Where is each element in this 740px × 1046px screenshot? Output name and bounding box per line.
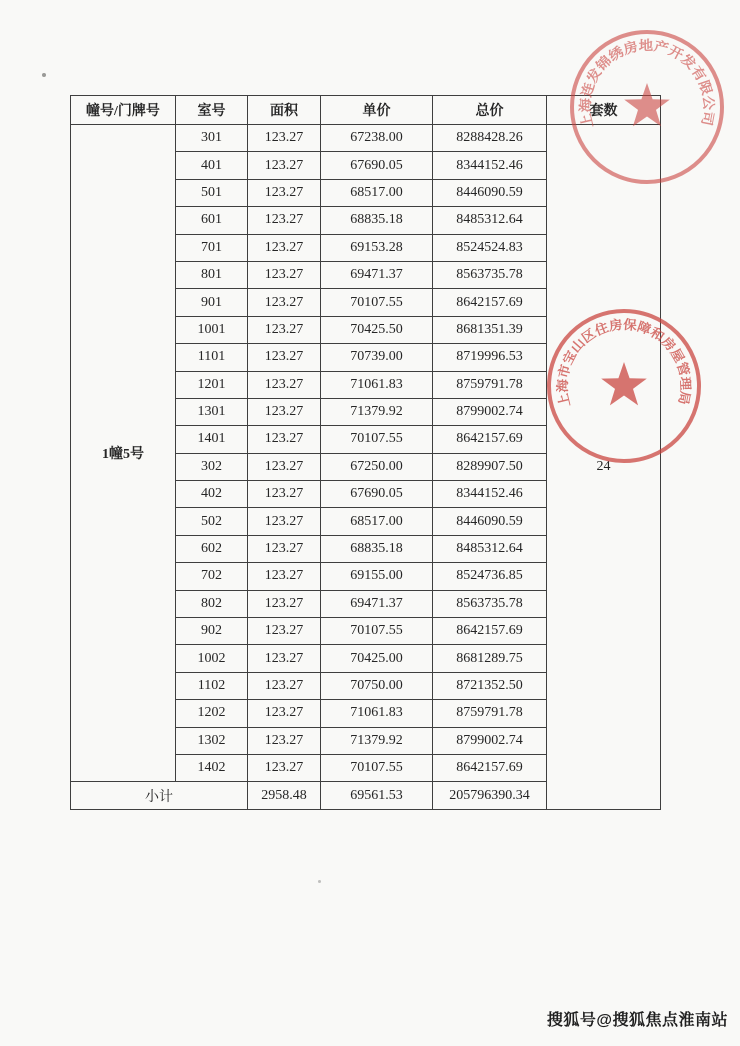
unit-price-cell: 67250.00 <box>321 453 433 480</box>
area-cell: 123.27 <box>248 590 321 617</box>
unit-price-cell: 68517.00 <box>321 508 433 535</box>
area-cell: 123.27 <box>248 700 321 727</box>
unit-price-cell: 71379.92 <box>321 727 433 754</box>
header-building: 幢号/门牌号 <box>71 96 176 125</box>
header-area: 面积 <box>248 96 321 125</box>
total-price-cell: 8642157.69 <box>433 426 547 453</box>
unit-price-cell: 70739.00 <box>321 344 433 371</box>
room-cell: 701 <box>176 234 248 261</box>
header-total-price: 总价 <box>433 96 547 125</box>
area-cell: 123.27 <box>248 672 321 699</box>
total-price-cell: 8524524.83 <box>433 234 547 261</box>
price-table <box>70 95 661 810</box>
total-price-cell: 8446090.59 <box>433 179 547 206</box>
total-price-cell: 8681351.39 <box>433 316 547 343</box>
area-cell: 123.27 <box>248 371 321 398</box>
unit-price-cell: 70107.55 <box>321 426 433 453</box>
unit-count-cell: 24 <box>547 125 661 810</box>
room-cell: 602 <box>176 535 248 562</box>
room-cell: 1201 <box>176 371 248 398</box>
room-cell: 1401 <box>176 426 248 453</box>
seal-text: 上海连发锦绣房地产开发有限公司 <box>577 38 717 130</box>
area-cell: 123.27 <box>248 727 321 754</box>
area-cell: 123.27 <box>248 234 321 261</box>
total-price-cell: 8485312.64 <box>433 207 547 234</box>
subtotal-area-cell: 2958.48 <box>248 782 321 810</box>
area-cell: 123.27 <box>248 426 321 453</box>
unit-price-cell: 70107.55 <box>321 754 433 781</box>
total-price-cell: 8344152.46 <box>433 481 547 508</box>
area-cell: 123.27 <box>248 508 321 535</box>
room-cell: 901 <box>176 289 248 316</box>
unit-price-cell: 68835.18 <box>321 535 433 562</box>
room-cell: 302 <box>176 453 248 480</box>
unit-price-cell: 67238.00 <box>321 125 433 152</box>
area-cell: 123.27 <box>248 535 321 562</box>
room-cell: 702 <box>176 563 248 590</box>
unit-price-cell: 70425.50 <box>321 316 433 343</box>
room-cell: 1302 <box>176 727 248 754</box>
table-body <box>71 125 661 810</box>
total-price-cell: 8642157.69 <box>433 289 547 316</box>
total-price-cell: 8524736.85 <box>433 563 547 590</box>
unit-price-cell: 69471.37 <box>321 261 433 288</box>
room-cell: 501 <box>176 179 248 206</box>
unit-price-cell: 71061.83 <box>321 371 433 398</box>
unit-price-cell: 70107.55 <box>321 618 433 645</box>
area-cell: 123.27 <box>248 316 321 343</box>
area-cell: 123.27 <box>248 207 321 234</box>
total-price-cell: 8485312.64 <box>433 535 547 562</box>
table-row <box>71 125 661 152</box>
room-cell: 402 <box>176 481 248 508</box>
table-header-row <box>71 96 661 125</box>
room-cell: 1002 <box>176 645 248 672</box>
unit-price-cell: 69471.37 <box>321 590 433 617</box>
scan-speck <box>42 73 46 77</box>
total-price-cell: 8719996.53 <box>433 344 547 371</box>
area-cell: 123.27 <box>248 481 321 508</box>
subtotal-label-cell: 小计 <box>71 782 248 810</box>
total-price-cell: 8799002.74 <box>433 727 547 754</box>
total-price-cell: 8799002.74 <box>433 398 547 425</box>
unit-price-cell: 68835.18 <box>321 207 433 234</box>
subtotal-unit-price-cell: 69561.53 <box>321 782 433 810</box>
area-cell: 123.27 <box>248 344 321 371</box>
room-cell: 1102 <box>176 672 248 699</box>
total-price-cell: 8446090.59 <box>433 508 547 535</box>
seal-text: 上海市宝山区住房保障和房屋管理局 <box>554 316 694 409</box>
unit-price-cell: 71379.92 <box>321 398 433 425</box>
total-price-cell: 8642157.69 <box>433 754 547 781</box>
total-price-cell: 8563735.78 <box>433 261 547 288</box>
room-cell: 301 <box>176 125 248 152</box>
room-cell: 1101 <box>176 344 248 371</box>
area-cell: 123.27 <box>248 754 321 781</box>
area-cell: 123.27 <box>248 563 321 590</box>
subtotal-total-price-cell: 205796390.34 <box>433 782 547 810</box>
unit-price-cell: 70750.00 <box>321 672 433 699</box>
room-cell: 801 <box>176 261 248 288</box>
room-cell: 902 <box>176 618 248 645</box>
room-cell: 601 <box>176 207 248 234</box>
total-price-cell: 8759791.78 <box>433 700 547 727</box>
room-cell: 802 <box>176 590 248 617</box>
unit-price-cell: 69155.00 <box>321 563 433 590</box>
unit-price-cell: 67690.05 <box>321 481 433 508</box>
area-cell: 123.27 <box>248 453 321 480</box>
unit-price-cell: 68517.00 <box>321 179 433 206</box>
room-cell: 1402 <box>176 754 248 781</box>
area-cell: 123.27 <box>248 645 321 672</box>
scan-speck <box>318 880 321 883</box>
watermark-text: 搜狐号@搜狐焦点淮南站 <box>546 1012 728 1029</box>
unit-price-cell: 71061.83 <box>321 700 433 727</box>
unit-price-cell: 67690.05 <box>321 152 433 179</box>
area-cell: 123.27 <box>248 179 321 206</box>
header-room: 室号 <box>176 96 248 125</box>
total-price-cell: 8563735.78 <box>433 590 547 617</box>
total-price-cell: 8721352.50 <box>433 672 547 699</box>
room-cell: 1001 <box>176 316 248 343</box>
area-cell: 123.27 <box>248 125 321 152</box>
area-cell: 123.27 <box>248 289 321 316</box>
room-cell: 502 <box>176 508 248 535</box>
header-unit-price: 单价 <box>321 96 433 125</box>
total-price-cell: 8289907.50 <box>433 453 547 480</box>
unit-price-cell: 70107.55 <box>321 289 433 316</box>
area-cell: 123.27 <box>248 152 321 179</box>
total-price-cell: 8759791.78 <box>433 371 547 398</box>
total-price-cell: 8344152.46 <box>433 152 547 179</box>
total-price-cell: 8288428.26 <box>433 125 547 152</box>
unit-price-cell: 70425.00 <box>321 645 433 672</box>
unit-price-cell: 69153.28 <box>321 234 433 261</box>
room-cell: 1202 <box>176 700 248 727</box>
total-price-cell: 8642157.69 <box>433 618 547 645</box>
building-label-cell: 1幢5号 <box>71 125 176 782</box>
area-cell: 123.27 <box>248 261 321 288</box>
room-cell: 401 <box>176 152 248 179</box>
area-cell: 123.27 <box>248 398 321 425</box>
header-unit-count: 套数 <box>547 96 661 125</box>
total-price-cell: 8681289.75 <box>433 645 547 672</box>
room-cell: 1301 <box>176 398 248 425</box>
area-cell: 123.27 <box>248 618 321 645</box>
